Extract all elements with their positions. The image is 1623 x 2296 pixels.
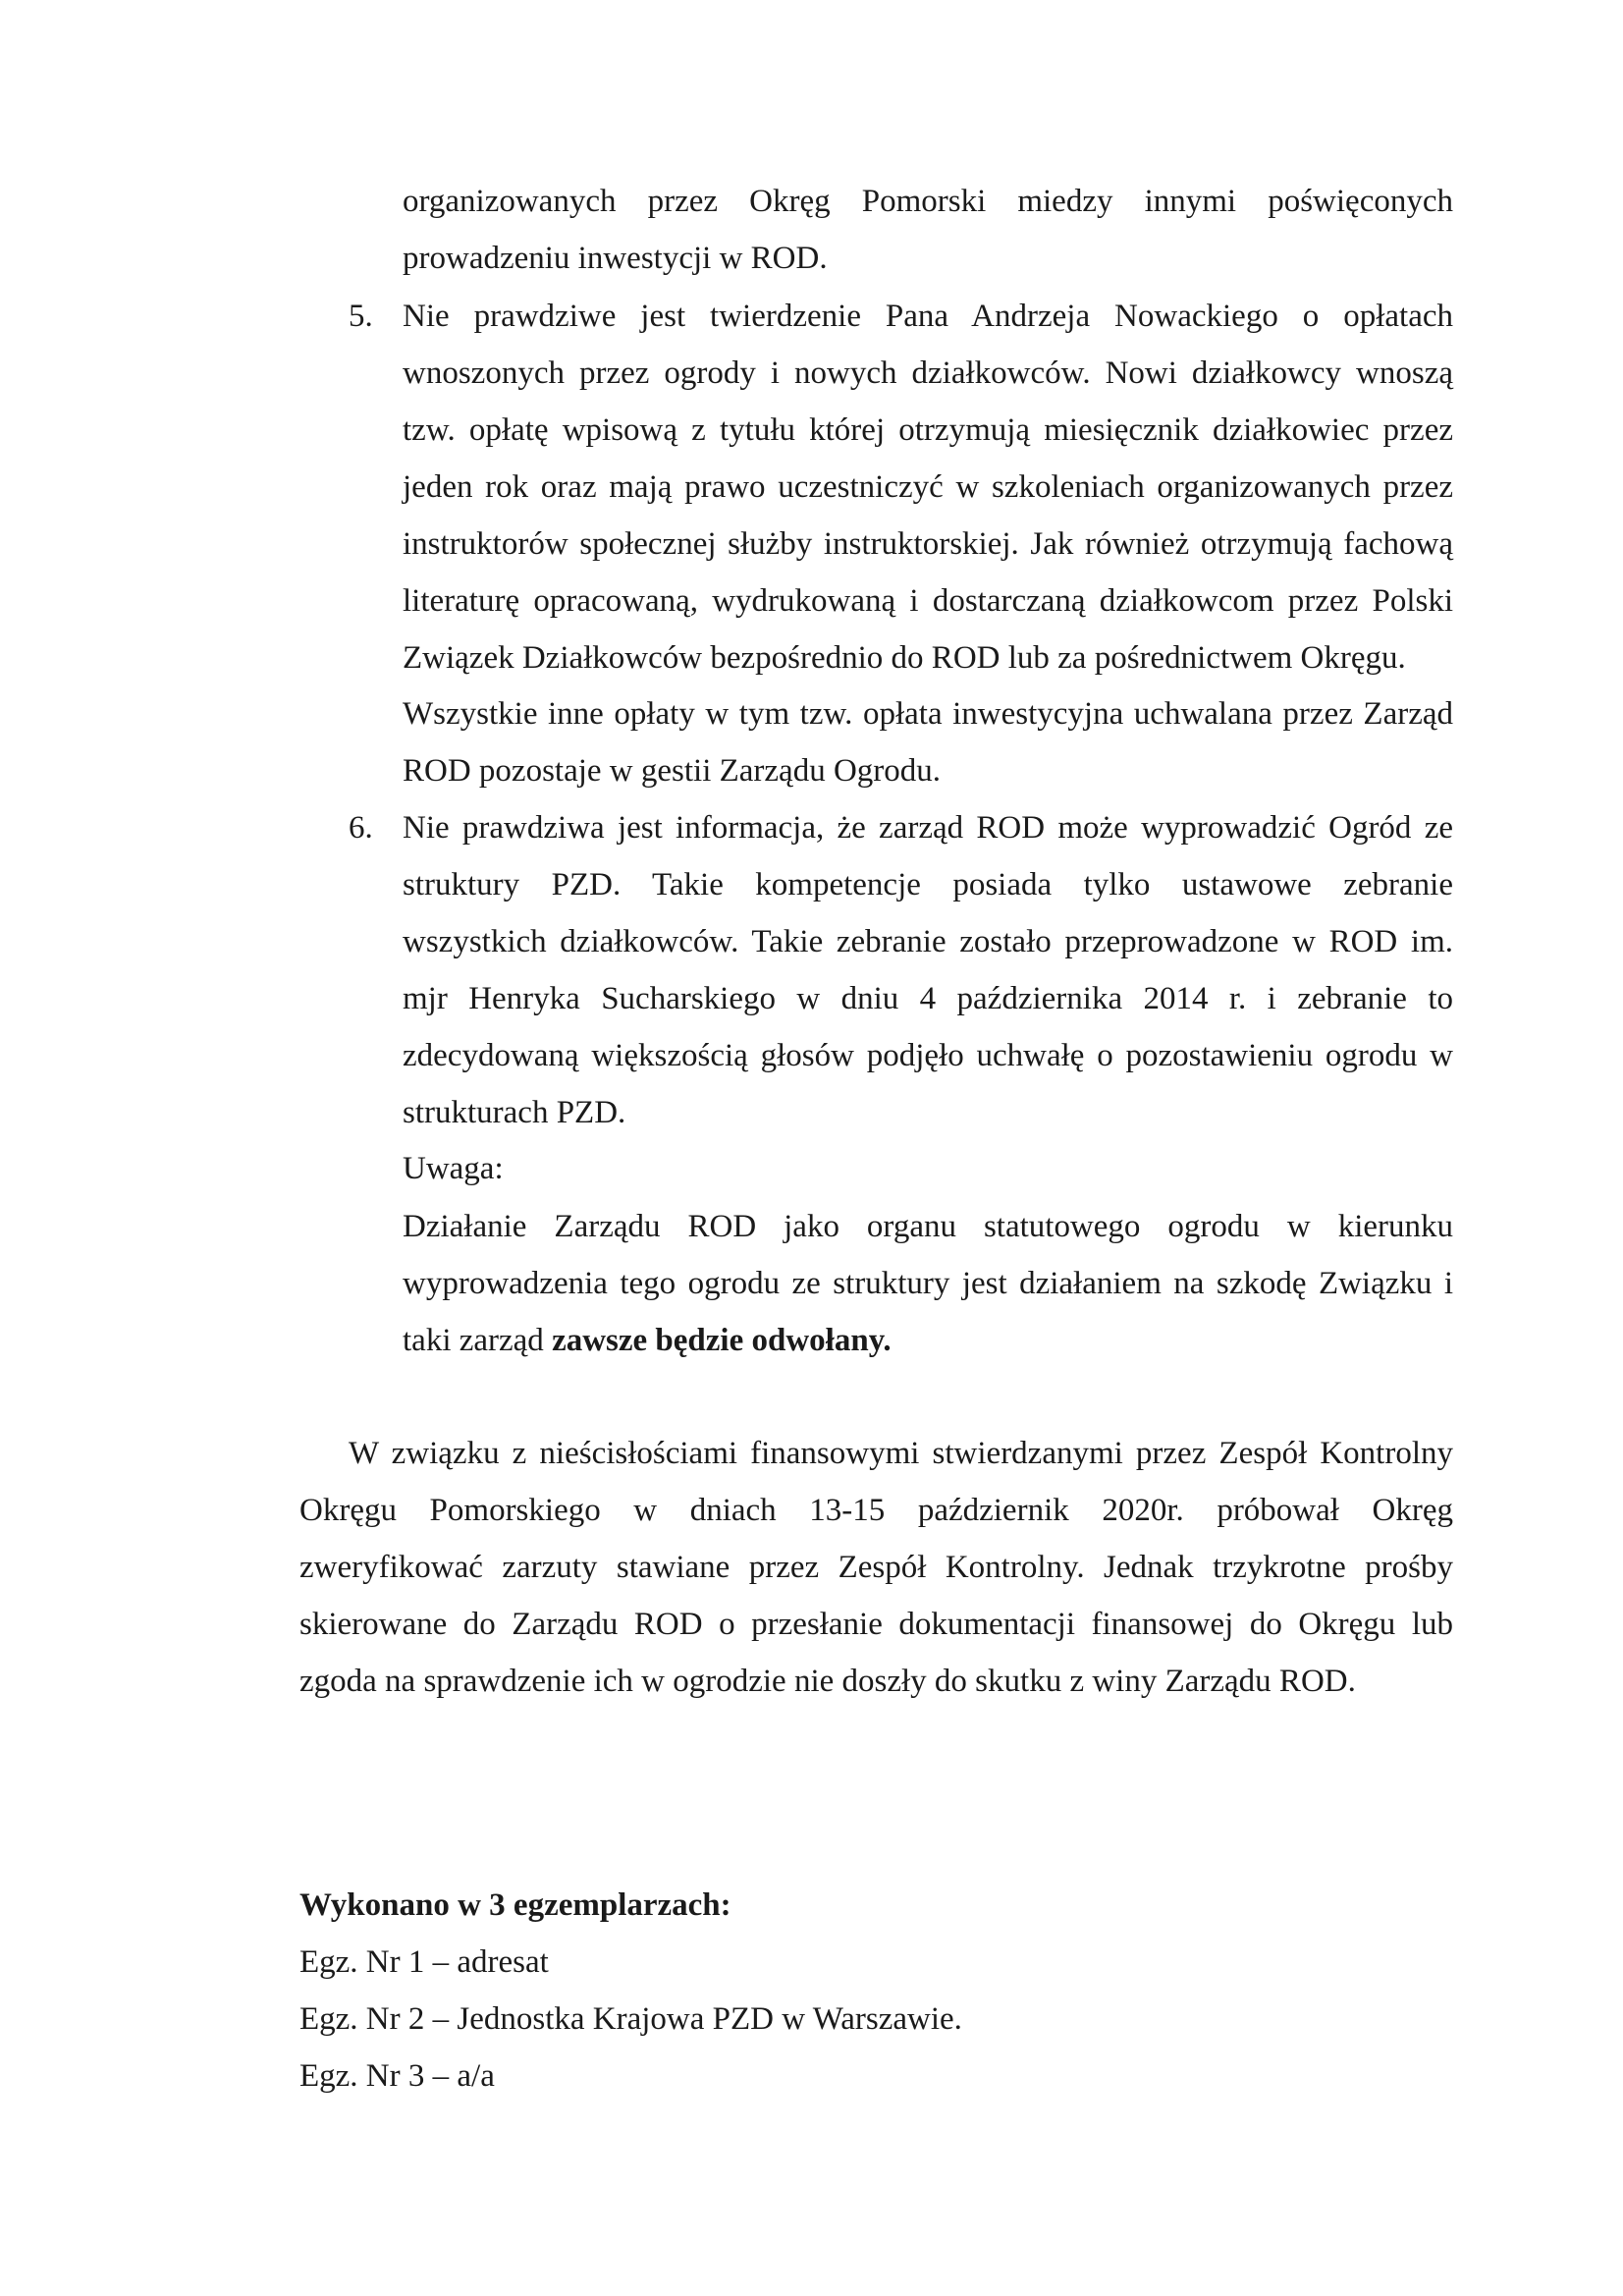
item5-line-2: wnoszonych przez ogrody i nowych działkowców. Nowi działkowcy wnoszą <box>403 355 1453 391</box>
item5-line-3: tzw. opłatę wpisową z tytułu której otrzymują miesięcznik działkowiec przez <box>403 412 1453 448</box>
note-emphasis: zawsze będzie odwołany. <box>552 1323 892 1358</box>
note-line-2: wyprowadzenia tego ogrodu ze struktury jest działaniem na szkodę Związku i <box>403 1266 1453 1301</box>
item6-line-1: Nie prawdziwa jest informacja, że zarząd ROD może wyprowadzić Ogród ze <box>403 810 1453 846</box>
item5-line-7: Związek Działkowców bezpośrednio do ROD lub za pośrednictwem Okręgu. <box>403 640 1406 676</box>
item5-line-6: literaturę opracowaną, wydrukowaną i dostarczaną działkowcom przez Polski <box>403 583 1453 619</box>
item6-line-5: zdecydowaną większością głosów podjęło uchwałę o pozostawieniu ogrodu w <box>403 1038 1453 1073</box>
copy-item-2: Egz. Nr 2 – Jednostka Krajowa PZD w Warszawie. <box>299 2001 962 2037</box>
item4-line-2: prowadzeniu inwestycji w ROD. <box>403 241 828 276</box>
note-line-3 <box>403 1321 892 1360</box>
item6-line-3: wszystkich działkowców. Takie zebranie zostało przeprowadzone w ROD im. <box>403 924 1453 959</box>
note-label: Uwaga: <box>403 1151 504 1186</box>
item6-line-6: strukturach PZD. <box>403 1095 626 1130</box>
note-line-1: Działanie Zarządu ROD jako organu statutowego ogrodu w kierunku <box>403 1209 1453 1244</box>
paragraph-line-1: W związku z nieścisłościami finansowymi stwierdzanymi przez Zespół Kontrolny <box>349 1436 1453 1471</box>
copies-heading: Wykonano w 3 egzemplarzach: <box>299 1887 731 1923</box>
item4-line-1: organizowanych przez Okręg Pomorski miedzy innymi poświęconych <box>403 184 1453 219</box>
item5-line-4: jeden rok oraz mają prawo uczestniczyć w szkoleniach organizowanych przez <box>403 469 1453 505</box>
item5-line-8: Wszystkie inne opłaty w tym tzw. opłata inwestycyjna uchwalana przez Zarząd <box>403 696 1453 732</box>
copy-item-3: Egz. Nr 3 – a/a <box>299 2058 495 2094</box>
paragraph-line-5: zgoda na sprawdzenie ich w ogrodzie nie doszły do skutku z winy Zarządu ROD. <box>299 1664 1356 1699</box>
item5-line-9: ROD pozostaje w gestii Zarządu Ogrodu. <box>403 753 942 789</box>
item6-number: 6. <box>349 810 373 846</box>
item5-number: 5. <box>349 299 373 334</box>
paragraph-line-3: zweryfikować zarzuty stawiane przez Zespół Kontrolny. Jednak trzykrotne prośby <box>299 1550 1453 1585</box>
paragraph-line-2: Okręgu Pomorskiego w dniach 13-15 październik 2020r. próbował Okręg <box>299 1493 1453 1528</box>
item6-line-2: struktury PZD. Takie kompetencje posiada tylko ustawowe zebranie <box>403 867 1453 902</box>
item6-line-4: mjr Henryka Sucharskiego w dniu 4 października 2014 r. i zebranie to <box>403 981 1453 1016</box>
copy-item-1: Egz. Nr 1 – adresat <box>299 1944 549 1980</box>
note-line-3-text: taki zarząd <box>403 1323 553 1358</box>
paragraph-line-4: skierowane do Zarządu ROD o przesłanie dokumentacji finansowej do Okręgu lub <box>299 1607 1453 1642</box>
item5-line-5: instruktorów społecznej służby instruktorskiej. Jak również otrzymują fachową <box>403 526 1453 562</box>
item5-line-1: Nie prawdziwe jest twierdzenie Pana Andrzeja Nowackiego o opłatach <box>403 299 1453 334</box>
